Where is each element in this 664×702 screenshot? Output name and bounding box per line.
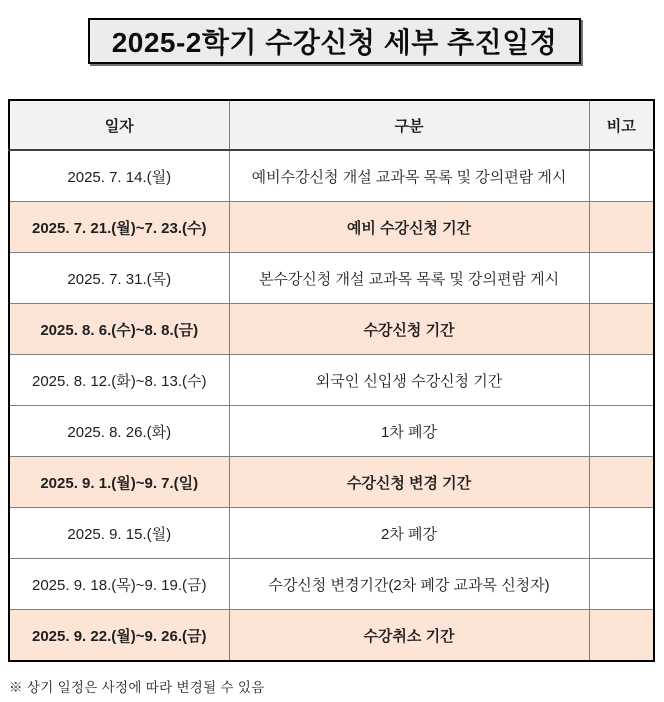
note-cell [589,304,654,355]
category-cell: 본수강신청 개설 교과목 목록 및 강의편람 게시 [229,253,589,304]
table-header-row [9,100,654,150]
category-cell: 수강신청 변경 기간 [229,457,589,508]
table-row [9,508,654,559]
table-row [9,355,654,406]
note-cell [589,406,654,457]
table-row [9,457,654,508]
category-cell: 예비수강신청 개설 교과목 목록 및 강의편람 게시 [229,150,589,202]
note-cell [589,508,654,559]
category-cell: 2차 폐강 [229,508,589,559]
category-cell: 외국인 신입생 수강신청 기간 [229,355,589,406]
note-cell [589,202,654,253]
schedule-table [8,99,655,662]
category-cell: 수강신청 기간 [229,304,589,355]
date-cell: 2025. 9. 22.(월)~9. 26.(금) [9,610,229,662]
note-cell [589,610,654,662]
table-row [9,610,654,662]
note-cell [589,150,654,202]
note-cell [589,457,654,508]
schedule-table-wrapper [8,99,655,662]
note-cell [589,355,654,406]
date-cell: 2025. 9. 18.(목)~9. 19.(금) [9,559,229,610]
table-row [9,202,654,253]
date-cell: 2025. 7. 14.(월) [9,150,229,202]
table-row [9,304,654,355]
category-cell: 1차 폐강 [229,406,589,457]
col-header-date: 일자 [9,100,229,150]
category-cell: 예비 수강신청 기간 [229,202,589,253]
date-cell: 2025. 7. 21.(월)~7. 23.(수) [9,202,229,253]
col-header-category: 구분 [229,100,589,150]
table-row [9,150,654,202]
date-cell: 2025. 8. 26.(화) [9,406,229,457]
date-cell: 2025. 8. 12.(화)~8. 13.(수) [9,355,229,406]
table-row [9,406,654,457]
category-cell: 수강취소 기간 [229,610,589,662]
note-cell [589,253,654,304]
col-header-note: 비고 [589,100,654,150]
footnote: ※ 상기 일정은 사정에 따라 변경될 수 있음 [9,680,265,695]
category-cell: 수강신청 변경기간(2차 폐강 교과목 신청자) [229,559,589,610]
table-row [9,253,654,304]
page-title: 2025-2학기 수강신청 세부 추진일정 [111,27,558,58]
date-cell: 2025. 8. 6.(수)~8. 8.(금) [9,304,229,355]
date-cell: 2025. 9. 15.(월) [9,508,229,559]
note-cell [589,559,654,610]
date-cell: 2025. 9. 1.(월)~9. 7.(일) [9,457,229,508]
date-cell: 2025. 7. 31.(목) [9,253,229,304]
table-row [9,559,654,610]
title-box [88,18,581,64]
